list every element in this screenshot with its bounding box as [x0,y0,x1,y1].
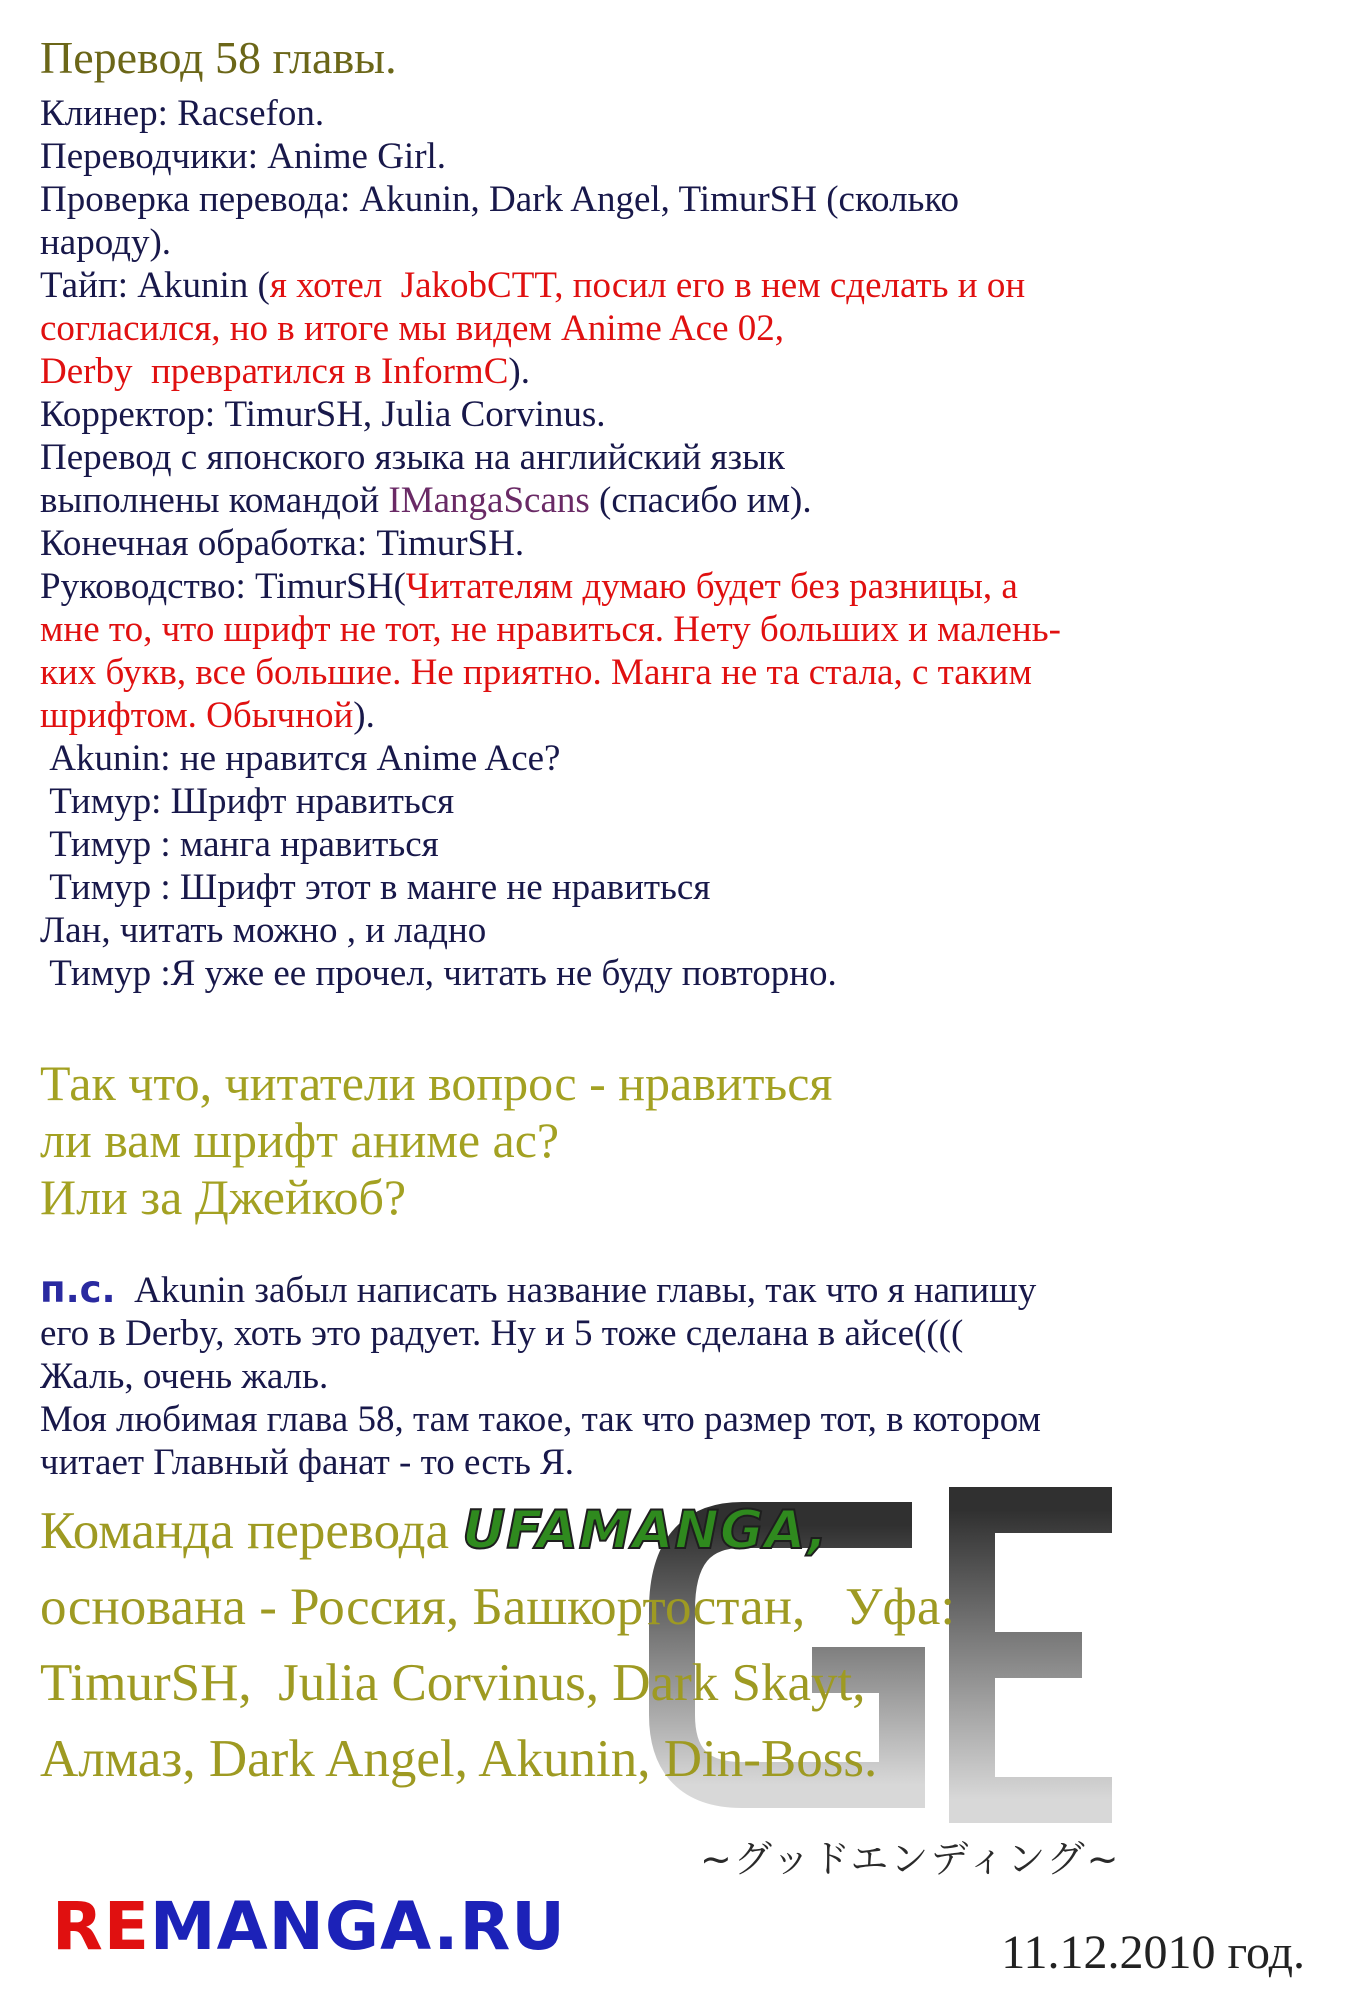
credit-lead-line-3: ких букв, все большие. Не приятно. Манга не та стала, с таким [40,652,1032,693]
ps-line-1 [40,1268,1315,1312]
question-line-3: Или за Джейкоб? [40,1169,407,1225]
chat-line-1: Akunin: не нравится Anime Ace? [40,738,561,779]
typeset-end: ). [508,351,530,392]
typeset-label: Тайп: Akunin ( [40,265,270,306]
chat-line-3: Тимур : манга нравиться [40,824,439,865]
chat-line-6: Тимур :Я уже ее прочел, читать не буду повторно. [40,953,837,994]
team-line-2: основана - Россия, Башкортостан, Уфа: [40,1578,956,1636]
lead-end: ). [353,695,375,736]
page-title: Перевод 58 главы. [40,32,397,83]
team-line-1 [40,1493,1315,1569]
ps-line-4: Моя любимая глава 58, там такое, так что размер тот, в котором [40,1399,1041,1440]
ufamanga-brand: UFAMANGA, [462,1500,829,1561]
remanga-logo [52,1888,566,1965]
credit-jp-line-2 [40,479,1315,522]
postscript [40,1268,1315,1484]
lead-comment-1: Читателям думаю будет без разницы, а [405,566,1018,607]
ps-label: п.с. [40,1268,116,1311]
chat-line-5: Лан, читать можно , и ладно [40,910,487,951]
credit-typeset-line-2: согласился, но в итоге мы видем Anime Ace 02, [40,308,785,349]
lead-label: Руководство: TimurSH( [40,566,406,607]
ps-line-5: читает Главный фанат - то есть Я. [40,1442,575,1483]
logo-subtitle: ~グッドエンディング~ [700,1837,1121,1881]
jp-team-name: IMangaScans [388,480,590,521]
lead-comment-4: шрифтом. Обычной [40,695,354,736]
release-date: 11.12.2010 год. [1001,1926,1305,1979]
credit-check-line-1: Проверка перевода: Akunin, Dark Angel, TimurSH (сколько [40,179,960,220]
typeset-comment-1: я хотел JakobCTT, посил его в нем сделать и он [269,265,1026,306]
jp-pre: выполнены командой [40,480,389,521]
credit-typeset-line-3 [40,350,1315,393]
credit-translators: Переводчики: Anime Girl. [40,136,447,177]
team-line-4: Алмаз, Dark Angel, Akunin, Din-Boss. [40,1730,878,1788]
team-info [40,1493,1315,1797]
credit-lead-line-1 [40,565,1315,608]
credit-cleaner: Клинер: Racsefon. [40,93,325,134]
ps-line-3: Жаль, очень жаль. [40,1356,329,1397]
credits-section [40,92,1315,995]
ps-text-1: Akunin забыл написать название главы, так что я напишу [115,1270,1037,1311]
chat-line-4: Тимур : Шрифт этот в манге не нравиться [40,867,711,908]
jp-post: (спасибо им). [589,480,812,521]
credit-lead-line-2: мне то, что шрифт не тот, не нравиться. Нету больших и малень- [40,609,1061,650]
credit-check-line-2: народу). [40,222,172,263]
credit-lead-line-4 [40,694,1315,737]
team-label: Команда перевода [40,1502,463,1560]
team-line-3: TimurSH, Julia Corvinus, Dark Skayt, [40,1654,866,1712]
ps-line-2: его в Derby, хоть это радует. Ну и 5 тоже сделана в айсе(((( [40,1313,964,1354]
reader-question [40,1055,1315,1226]
credit-typeset-line-1 [40,264,1315,307]
remanga-rest: MANGA.RU [149,1888,566,1965]
typeset-comment-3: Derby превратился в InformC [40,351,509,392]
chat-line-2: Тимур: Шрифт нравиться [40,781,455,822]
question-line-1: Так что, читатели вопрос - нравиться [40,1055,833,1111]
credit-corrector: Корректор: TimurSH, Julia Corvinus. [40,394,606,435]
question-line-2: ли вам шрифт аниме ас? [40,1112,560,1168]
credit-final: Конечная обработка: TimurSH. [40,523,525,564]
remanga-re: RE [52,1888,150,1965]
credit-jp-line-1: Перевод с японского языка на английский язык [40,437,785,478]
